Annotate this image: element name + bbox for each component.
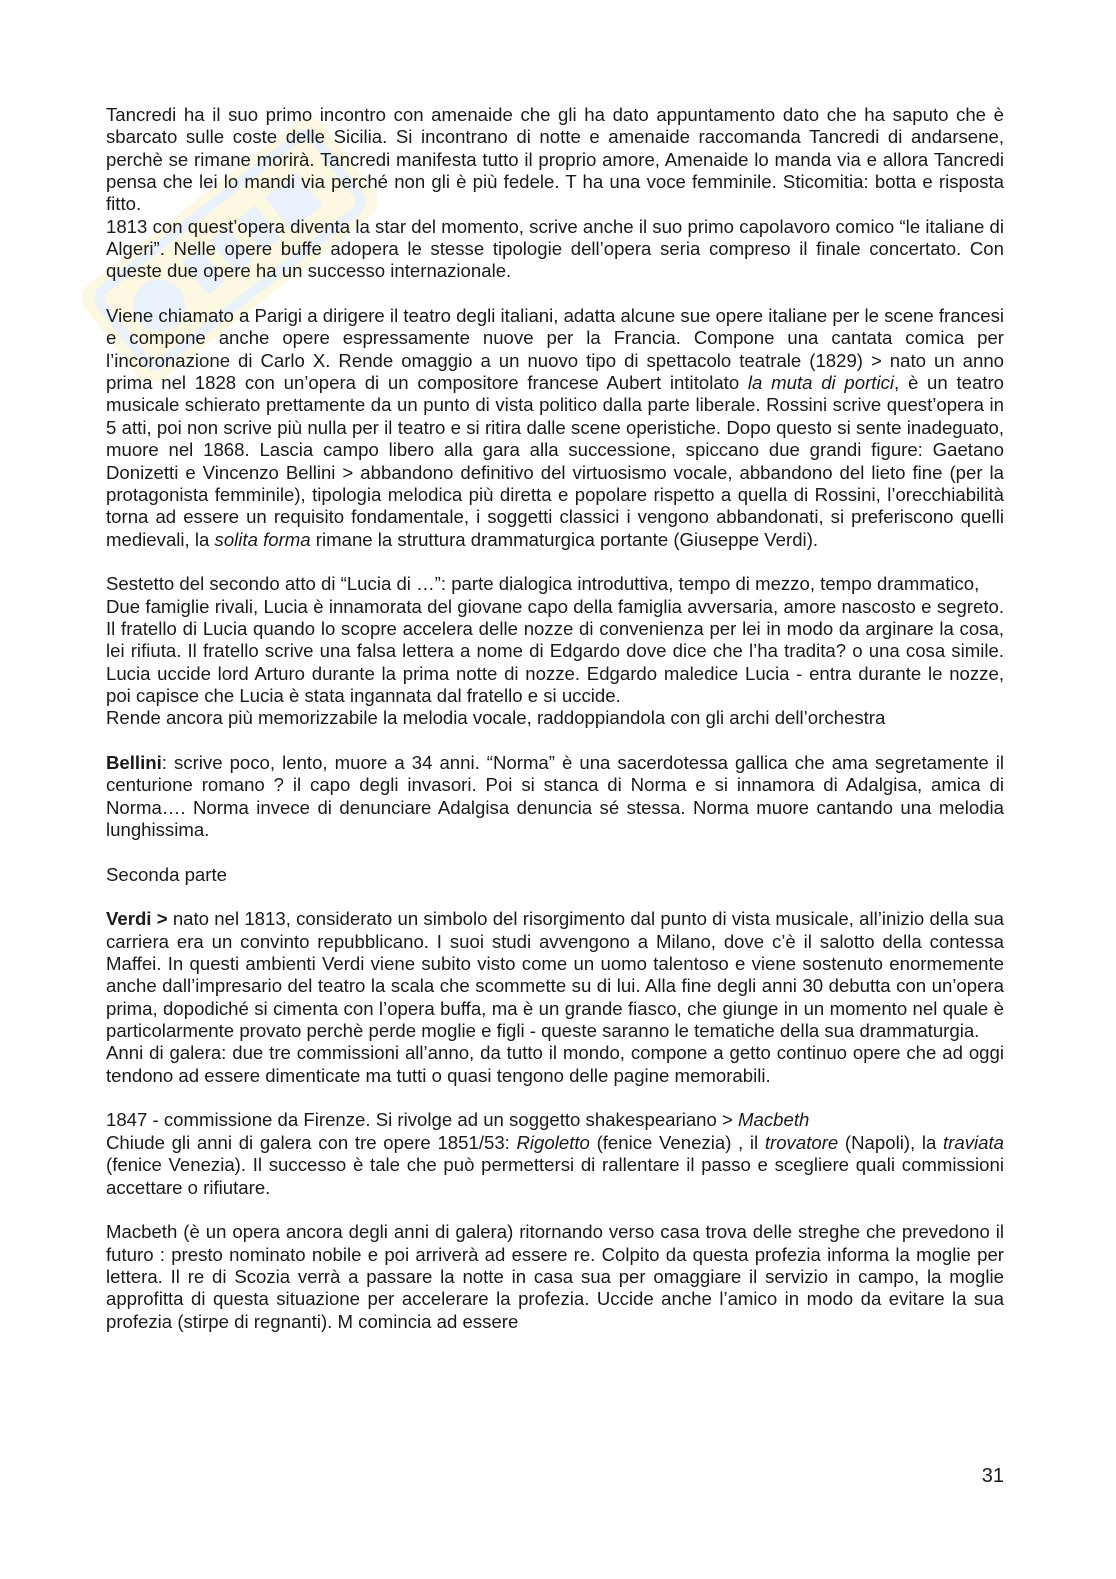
paragraph-parigi xyxy=(106,305,1004,551)
tre-opere-part-c: (Napoli), la xyxy=(838,1131,944,1153)
term-solita-forma: solita forma xyxy=(214,528,311,550)
paragraph-1813: 1813 con quest’opera diventa la star del momento, scrive anche il suo primo capolavoro comico “le italiane di Algeri”. Nelle opere buffe adopera le stesse tipologie dell’opera seria compreso il finale concertato. Con queste due opere ha un successo internazionale. xyxy=(106,215,1004,282)
title-macbeth: Macbeth xyxy=(738,1109,810,1131)
paragraph-anni-di-galera: Anni di galera: due tre commissioni all’anno, da tutto il mondo, compone a getto continuo opere che ad oggi tendono ad essere dimenticate ma tutti o quasi tengono delle pagine memorabili. xyxy=(106,1042,1004,1086)
paragraph-1847 xyxy=(106,1109,1004,1131)
paragraph-parigi-part-c: rimane la struttura drammaturgica portante (Giuseppe Verdi). xyxy=(310,528,819,550)
section-title: Seconda parte xyxy=(106,863,227,885)
paragraph-1847-text: 1847 - commissione da Firenze. Si rivolge ad un soggetto shakespeariano > xyxy=(106,1109,739,1131)
tre-opere-part-b: (fenice Venezia) , il xyxy=(589,1131,765,1153)
tre-opere-part-d: (fenice Venezia). Il successo è tale che può permettersi di rallentare il passo e scegliere quali commissioni accettare o rifiutare. xyxy=(106,1154,1004,1198)
paragraph-sestetto: Sestetto del secondo atto di “Lucia di …”: parte dialogica introduttiva, tempo di mezzo, tempo drammatico, xyxy=(106,573,980,595)
tre-opere-part-a: Chiude gli anni di galera con tre opere 1851/53: xyxy=(106,1131,517,1153)
title-rigoletto: Rigoletto xyxy=(516,1131,590,1153)
bellini-heading: Bellini xyxy=(106,751,162,773)
verdi-text: nato nel 1813, considerato un simbolo del risorgimento dal punto di vista musicale, all’inizio della sua carriera era un convinto repubblicano. I suoi studi avvengono a Milano, dove c’è il salotto della contessa Maffei. In questi ambienti Verdi viene subito visto come un uomo talentoso e viene sostenuto enormemente anche dall’impresario del teatro la scala che scommette su di lui. Alla fine degli anni 30 debutta con un’opera prima, dopodiché si cimenta con l’opera buffa, ma è un grande fiasco, che giunge in un momento nel quale è particolarmente provato perchè perde moglie e figli - queste saranno le tematiche della sua drammaturgia. xyxy=(106,908,1004,1042)
paragraph-tre-opere xyxy=(106,1132,1004,1199)
paragraph-verdi xyxy=(106,908,1004,1042)
paragraph-famiglie-rivali: Due famiglie rivali, Lucia è innamorata del giovane capo della famiglia avversaria, amore nascosto e segreto. Il fratello di Lucia quando lo scopre accelera delle nozze di convenienza per lei in modo da arginare la cosa, lei rifiuta. Il fratello scrive una falsa lettera a nome di Edgardo dove dice che l’ha tradita? o una cosa simile. Lucia uccide lord Arturo durante la prima notte di nozze. Edgardo maledice Lucia - entra durante le nozze, poi capisce che Lucia è stata ingannata dal fratello e si uccide. xyxy=(106,595,1004,706)
document-page xyxy=(106,104,1004,1333)
page-number: 31 xyxy=(981,1465,1004,1487)
paragraph-bellini xyxy=(106,752,1004,841)
paragraph-tancredi: Tancredi ha il suo primo incontro con amenaide che gli ha dato appuntamento dato che ha saputo che è sbarcato sulle coste delle Sicilia. Si incontrano di notte e amenaide raccomanda Tancredi di andarsene, perchè se rimane morirà. Tancredi manifesta tutto il proprio amore, Amenaide lo manda via e allora Tancredi pensa che lei lo mandi via perché non gli è più fedele. T ha una voce femminile. Sticomitia: botta e risposta fitto. xyxy=(106,104,1004,215)
paragraph-parigi-part-b: , è un teatro musicale schierato prettamente da un punto di vista politico dalla parte liberale. Rossini scrive quest’opera in 5 atti, poi non scrive più nulla per il teatro e si ritira dalle scene operistiche. Dopo questo si sente inadeguato, muore nel 1868. Lascia campo libero alla gara alla successione, spiccano due grandi figure: Gaetano Donizetti e Vincenzo Bellini > abbandono definitivo del virtuosismo vocale, abbandono del lieto fine (per la protagonista femminile), tipologia melodica più diretta e popolare rispetto a quella di Rossini, l’orecchiabilità torna ad essere un requisito fondamentale, i soggetti classici i vengono abbandonati, si preferiscono quelli medievali, la xyxy=(106,372,1004,550)
title-traviata: traviata xyxy=(943,1131,1004,1153)
paragraph-parigi-part-a: Viene chiamato a Parigi a dirigere il teatro degli italiani, adatta alcune sue opere italiane per le scene francesi e compone anche opere espressamente nuove per la Francia. Compone una cantata comica per l’incoronazione di Carlo X. Rende omaggio a un nuovo tipo di spettacolo teatrale (1829) > nato un anno prima nel 1828 con un’opera di un compositore francese Aubert intitolato xyxy=(106,305,1004,394)
bellini-text: : scrive poco, lento, muore a 34 anni. “Norma” è una sacerdotessa gallica che ama segretamente il centurione romano ? il capo degli invasori. Poi si stanca di Norma e si innamora di Adalgisa, amica di Norma…. Norma invece di denunciare Adalgisa denuncia sé stessa. Norma muore cantando una melodia lunghissima. xyxy=(106,751,1004,840)
title-trovatore: trovatore xyxy=(764,1131,839,1153)
title-muta-di-portici: la muta di portici xyxy=(747,372,895,394)
paragraph-melodia: Rende ancora più memorizzabile la melodia vocale, raddoppiandola con gli archi dell’orchestra xyxy=(106,707,886,729)
paragraph-macbeth: Macbeth (è un opera ancora degli anni di galera) ritornando verso casa trova delle streghe che prevedono il futuro : presto nominato nobile e poi arriverà ad essere re. Colpito da questa profezia informa la moglie per lettera. Il re di Scozia verrà a passare la notte in casa sua per omaggiare il servizio in campo, la moglie approfitta di questa situazione per accelerare la profezia. Uccide anche l’amico in modo da evitare la sua profezia (stirpe di regnanti). M comincia ad essere xyxy=(106,1221,1004,1332)
verdi-heading: Verdi > xyxy=(106,908,168,930)
